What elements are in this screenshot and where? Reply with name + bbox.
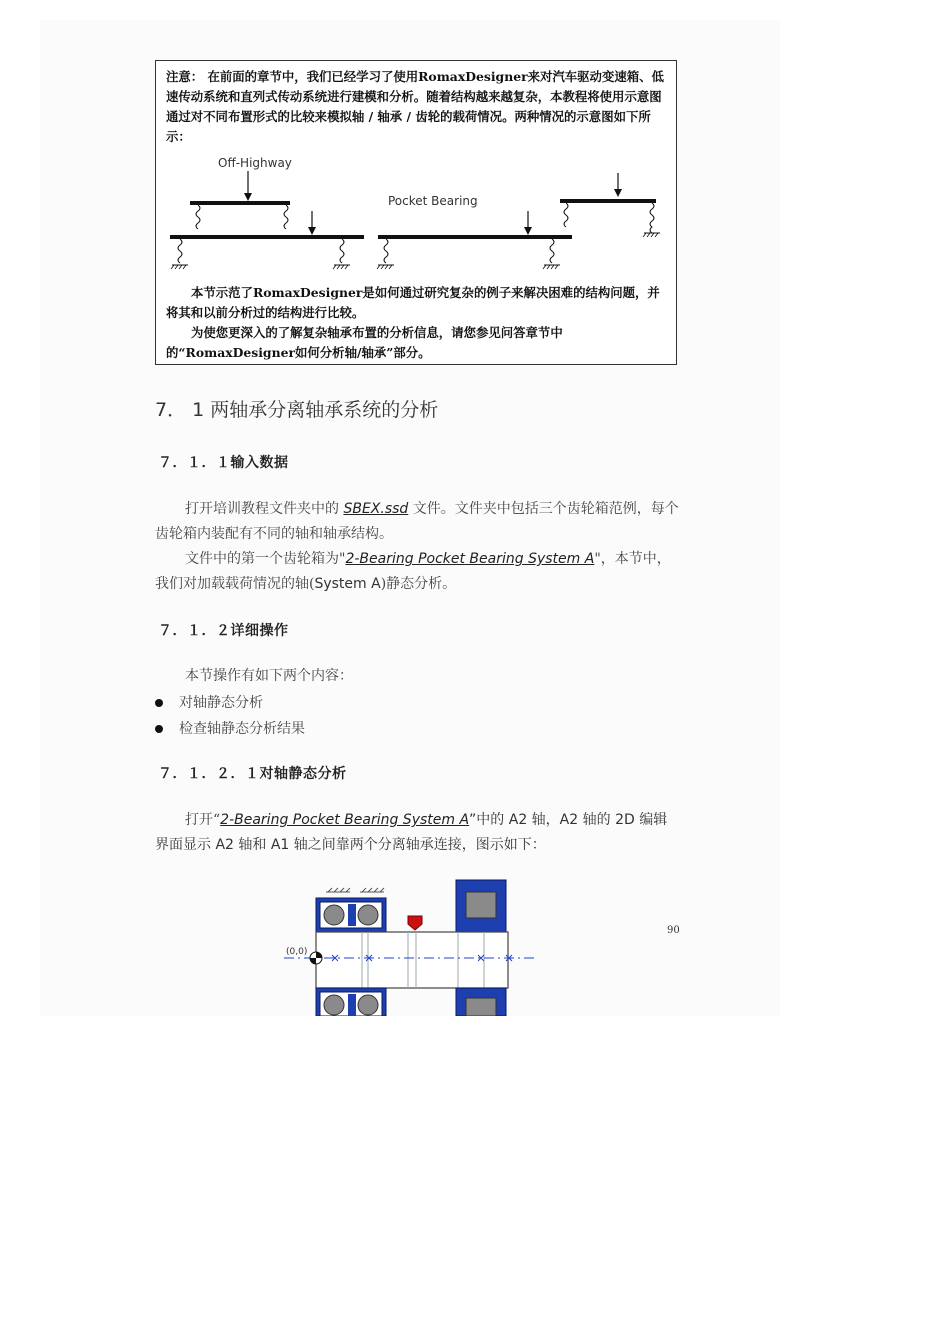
section-title: 7． 1 两轴承分离轴承系统的分析 [155,399,439,421]
system-a-link[interactable]: 2-Bearing Pocket Bearing System A [220,812,470,828]
note-box [155,60,677,365]
pocket-bearing-label: Pocket Bearing [388,194,478,208]
origin-label: (0,0) [286,947,308,957]
bullet-item: 对轴静态分析 [155,692,263,712]
note-foot-line1: 本节示范了RomaxDesigner是如何通过研究复杂的例子来解决困难的结构问题，并将其和以前分析过的结构进行比较。 [166,285,660,320]
paragraph-open-a2: 打开“2-Bearing Pocket Bearing System A”中的 A2 轴，A2 轴的 2D 编辑界面显示 A2 轴和 A1 轴之间靠两个分离轴承连接，图示如下： [155,812,668,853]
heading-detailed-ops: ７．１．２详细操作 [158,623,289,639]
gearbox-link[interactable]: 2-Bearing Pocket Bearing System A [345,551,595,567]
heading-static-analysis: ７．１．２．１对轴静态分析 [158,766,347,782]
bearing-bottom-right [456,988,506,1016]
paragraph-open-file: 打开培训教程文件夹中的 SBEX.ssd 文件。文件夹中包括三个齿轮箱范例，每个齿轮箱内装配有不同的轴和轴承结构。 [155,501,679,542]
bullet-icon [155,699,163,707]
gear-marker-icon [408,916,422,930]
file-link[interactable]: SBEX.ssd [343,501,409,517]
paragraph-ops-intro: 本节操作有如下两个内容： [185,668,353,684]
note-text: 注意： 在前面的章节中，我们已经学习了使用RomaxDesigner来对汽车驱动变速箱、低速传动系统和直列式传动系统进行建模和分析。随着结构越来越复杂，本教程将使用示意图通过对不同布置形式的比较来模拟轴 / 轴承 / 齿轮的载荷情况。两种情况的示意图如下所示： [166,69,664,144]
page-number: 90 [667,925,680,936]
bearing-comparison-diagram [156,149,676,279]
note-footer [166,283,671,363]
off-highway-label: Off-Highway [218,156,292,170]
bullet-icon [155,725,163,733]
bearing-top-left [316,898,386,932]
heading-input-data: ７．１．１输入数据 [158,455,289,471]
bullet-item: 检查轴静态分析结果 [155,718,305,738]
bearing-bottom-left [316,988,386,1016]
paragraph-first-gearbox: 文件中的第一个齿轮箱为"2-Bearing Pocket Bearing System A"，本节中，我们对加载载荷情况的轴(System A)静态分析。 [155,551,671,592]
shaft-2d-figure [280,870,550,1016]
note-foot-line2: 为使您更深入的了解复杂轴承布置的分析信息，请您参见问答章节中的“RomaxDesigner如何分析轴/轴承”部分。 [166,325,563,360]
bearing-top-right [456,880,506,932]
